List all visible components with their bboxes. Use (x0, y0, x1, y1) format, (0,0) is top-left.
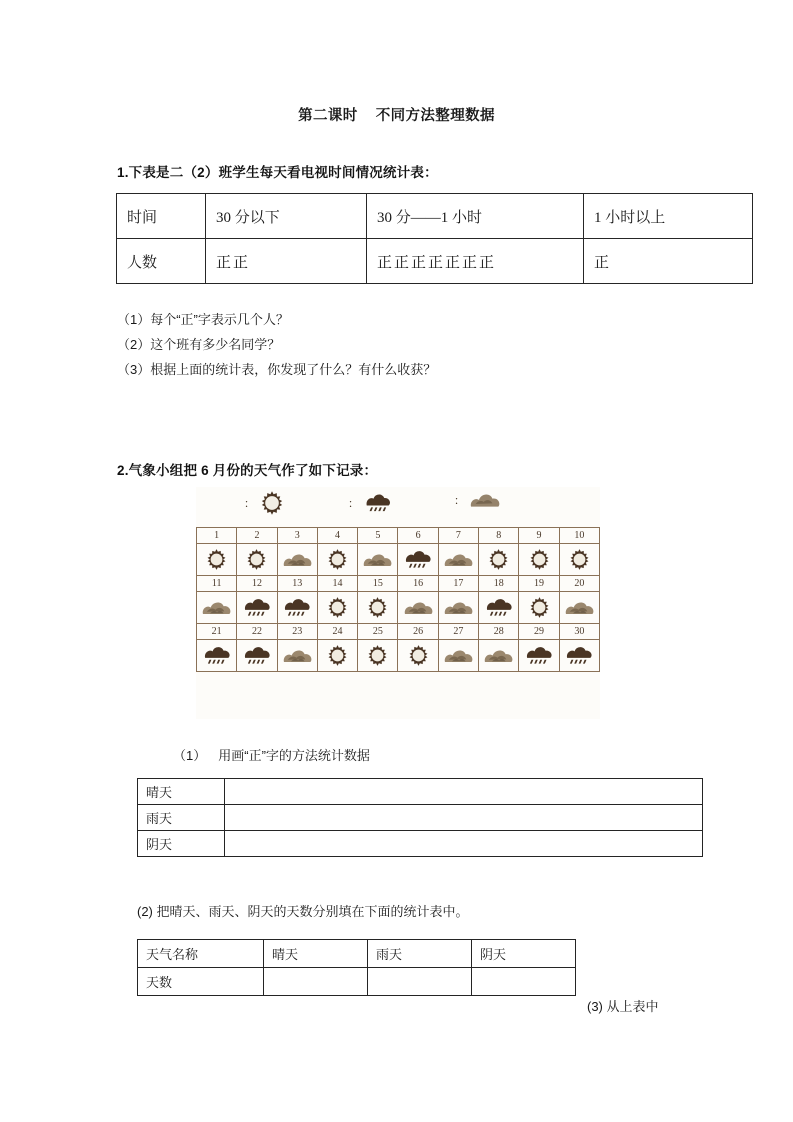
tally-row-input-rainy[interactable] (225, 805, 703, 831)
calendar-day-number: 17 (438, 576, 478, 592)
rain-cloud-icon (197, 640, 236, 671)
page-title-main: 第二课时 (298, 108, 358, 124)
question2-sub3-label: (3) 从上表中 (587, 999, 659, 1014)
calendar-weather-cell (438, 592, 478, 624)
question2-sub2-label: (2) 把晴天、雨天、阴天的天数分别填在下面的统计表中。 (137, 904, 469, 919)
sun-icon (519, 544, 558, 575)
calendar-weather-cell (317, 592, 357, 624)
calendar-weather-cell (277, 544, 317, 576)
sun-icon (237, 544, 276, 575)
tally-row-label-sunny: 晴天 (138, 779, 225, 805)
cloud-icon (358, 544, 397, 575)
legend-colon: ： (454, 495, 465, 507)
calendar-weather-cell (237, 640, 277, 672)
rain-cloud-icon (398, 544, 437, 575)
calendar-weather-cell (237, 544, 277, 576)
question2-sub1-number: （1） (173, 748, 207, 763)
calendar-day-number-row (197, 576, 600, 592)
table-row (117, 239, 753, 284)
calendar-weather-cell (358, 640, 398, 672)
weather-calendar-figure (196, 487, 600, 719)
weather-tally-table (137, 778, 703, 857)
tv-table-tally-2: 正正正正正正正 (367, 239, 584, 284)
weather-legend (196, 487, 600, 527)
cloud-icon (439, 640, 478, 671)
calendar-weather-cell (197, 640, 237, 672)
count-header-rainy: 雨天 (368, 940, 472, 968)
calendar-day-number: 4 (317, 528, 357, 544)
legend-colon: ： (348, 498, 359, 510)
tv-table-col-2: 30 分——1 小时 (367, 194, 584, 239)
count-value-cloudy[interactable] (472, 968, 576, 996)
sun-icon (318, 592, 357, 623)
calendar-weather-cell (479, 592, 519, 624)
count-value-rainy[interactable] (368, 968, 472, 996)
question1-sub-3: （3）根据上面的统计表，你发现了什么？有什么收获？ (117, 362, 437, 377)
tv-time-table (116, 193, 753, 284)
count-value-sunny[interactable] (264, 968, 368, 996)
cloud-icon (278, 640, 317, 671)
tv-table-row-header: 时间 (117, 194, 206, 239)
calendar-weather-row (197, 544, 600, 576)
sun-icon (318, 640, 357, 671)
sun-icon (479, 544, 518, 575)
legend-item-sunny (244, 490, 285, 521)
calendar-day-number: 14 (317, 576, 357, 592)
calendar-day-number: 10 (559, 528, 599, 544)
question2-sub1-label (173, 745, 370, 764)
question2-sub1-text: 用画“正”字的方法统计数据 (218, 748, 370, 763)
calendar-weather-cell (237, 592, 277, 624)
calendar-day-number: 12 (237, 576, 277, 592)
rain-cloud-icon (363, 490, 393, 521)
calendar-day-number: 8 (479, 528, 519, 544)
calendar-day-number: 7 (438, 528, 478, 544)
question1-prompt: 1.下表是二（2）班学生每天看电视时间情况统计表： (117, 165, 438, 180)
question1-sub-1: （1）每个“正”字表示几个人？ (117, 312, 289, 327)
cloud-icon (439, 592, 478, 623)
sun-icon (519, 592, 558, 623)
question2-prompt: 2.气象小组把 6 月份的天气作了如下记录： (117, 463, 378, 478)
calendar-day-number: 24 (317, 624, 357, 640)
calendar-day-number: 18 (479, 576, 519, 592)
calendar-weather-cell (559, 640, 599, 672)
calendar-day-number: 19 (519, 576, 559, 592)
calendar-day-number: 27 (438, 624, 478, 640)
tally-row-label-rainy: 雨天 (138, 805, 225, 831)
sun-icon (358, 592, 397, 623)
calendar-day-number-row (197, 624, 600, 640)
calendar-day-number: 16 (398, 576, 438, 592)
calendar-weather-cell (358, 592, 398, 624)
sun-icon (560, 544, 599, 575)
table-row (138, 968, 576, 996)
rain-cloud-icon (237, 640, 276, 671)
sun-icon (197, 544, 236, 575)
tally-row-input-sunny[interactable] (225, 779, 703, 805)
tv-table-col-1: 30 分以下 (206, 194, 367, 239)
calendar-weather-cell (479, 544, 519, 576)
sun-icon (259, 490, 285, 521)
calendar-day-number: 15 (358, 576, 398, 592)
table-row (117, 194, 753, 239)
calendar-weather-row (197, 592, 600, 624)
calendar-day-number: 9 (519, 528, 559, 544)
legend-item-cloudy (454, 490, 501, 515)
calendar-day-number: 5 (358, 528, 398, 544)
calendar-weather-cell (519, 544, 559, 576)
tv-table-col-3: 1 小时以上 (584, 194, 753, 239)
cloud-icon (278, 544, 317, 575)
question1-subquestions (117, 307, 436, 382)
count-row-label: 天数 (138, 968, 264, 996)
legend-colon: ： (244, 498, 255, 510)
count-header-sunny: 晴天 (264, 940, 368, 968)
table-row (138, 831, 703, 857)
rain-cloud-icon (519, 640, 558, 671)
calendar-weather-cell (519, 592, 559, 624)
calendar-weather-cell (358, 544, 398, 576)
rain-cloud-icon (278, 592, 317, 623)
calendar-weather-cell (438, 640, 478, 672)
calendar-weather-cell (559, 592, 599, 624)
calendar-weather-cell (197, 544, 237, 576)
cloud-icon (439, 544, 478, 575)
calendar-weather-cell (559, 544, 599, 576)
tally-row-label-cloudy: 阴天 (138, 831, 225, 857)
calendar-day-number: 22 (237, 624, 277, 640)
tv-table-tally-3: 正 (584, 239, 753, 284)
calendar-day-number: 28 (479, 624, 519, 640)
calendar-weather-cell (317, 544, 357, 576)
count-header-cloudy: 阴天 (472, 940, 576, 968)
calendar-day-number: 30 (559, 624, 599, 640)
tv-table-row-label: 人数 (117, 239, 206, 284)
sun-icon (358, 640, 397, 671)
calendar-weather-cell (317, 640, 357, 672)
calendar-day-number: 1 (197, 528, 237, 544)
calendar-day-number: 13 (277, 576, 317, 592)
cloud-icon (469, 490, 501, 515)
calendar-day-number: 6 (398, 528, 438, 544)
weather-count-table (137, 939, 576, 996)
sun-icon (398, 640, 437, 671)
rain-cloud-icon (237, 592, 276, 623)
cloud-icon (560, 592, 599, 623)
count-header-name: 天气名称 (138, 940, 264, 968)
calendar-day-number: 26 (398, 624, 438, 640)
calendar-weather-cell (519, 640, 559, 672)
calendar-weather-cell (438, 544, 478, 576)
calendar-day-number: 29 (519, 624, 559, 640)
calendar-weather-cell (197, 592, 237, 624)
weather-calendar-grid (196, 527, 600, 672)
calendar-day-number: 3 (277, 528, 317, 544)
tally-row-input-cloudy[interactable] (225, 831, 703, 857)
page-title-sub: 不同方法整理数据 (375, 108, 495, 124)
table-row (138, 940, 576, 968)
calendar-day-number: 21 (197, 624, 237, 640)
calendar-day-number: 20 (559, 576, 599, 592)
calendar-day-number: 11 (197, 576, 237, 592)
calendar-day-number: 23 (277, 624, 317, 640)
calendar-weather-cell (398, 592, 438, 624)
cloud-icon (197, 592, 236, 623)
calendar-weather-row (197, 640, 600, 672)
cloud-icon (479, 640, 518, 671)
legend-item-rainy (348, 490, 393, 521)
cloud-icon (398, 592, 437, 623)
calendar-day-number-row (197, 528, 600, 544)
calendar-weather-cell (479, 640, 519, 672)
rain-cloud-icon (560, 640, 599, 671)
tv-table-tally-1: 正正 (206, 239, 367, 284)
sun-icon (318, 544, 357, 575)
calendar-weather-cell (277, 640, 317, 672)
calendar-weather-cell (277, 592, 317, 624)
calendar-weather-cell (398, 544, 438, 576)
calendar-day-number: 25 (358, 624, 398, 640)
calendar-day-number: 2 (237, 528, 277, 544)
table-row (138, 779, 703, 805)
calendar-weather-cell (398, 640, 438, 672)
page-title (0, 104, 793, 125)
table-row (138, 805, 703, 831)
question1-sub-2: （2）这个班有多少名同学？ (117, 337, 281, 352)
rain-cloud-icon (479, 592, 518, 623)
